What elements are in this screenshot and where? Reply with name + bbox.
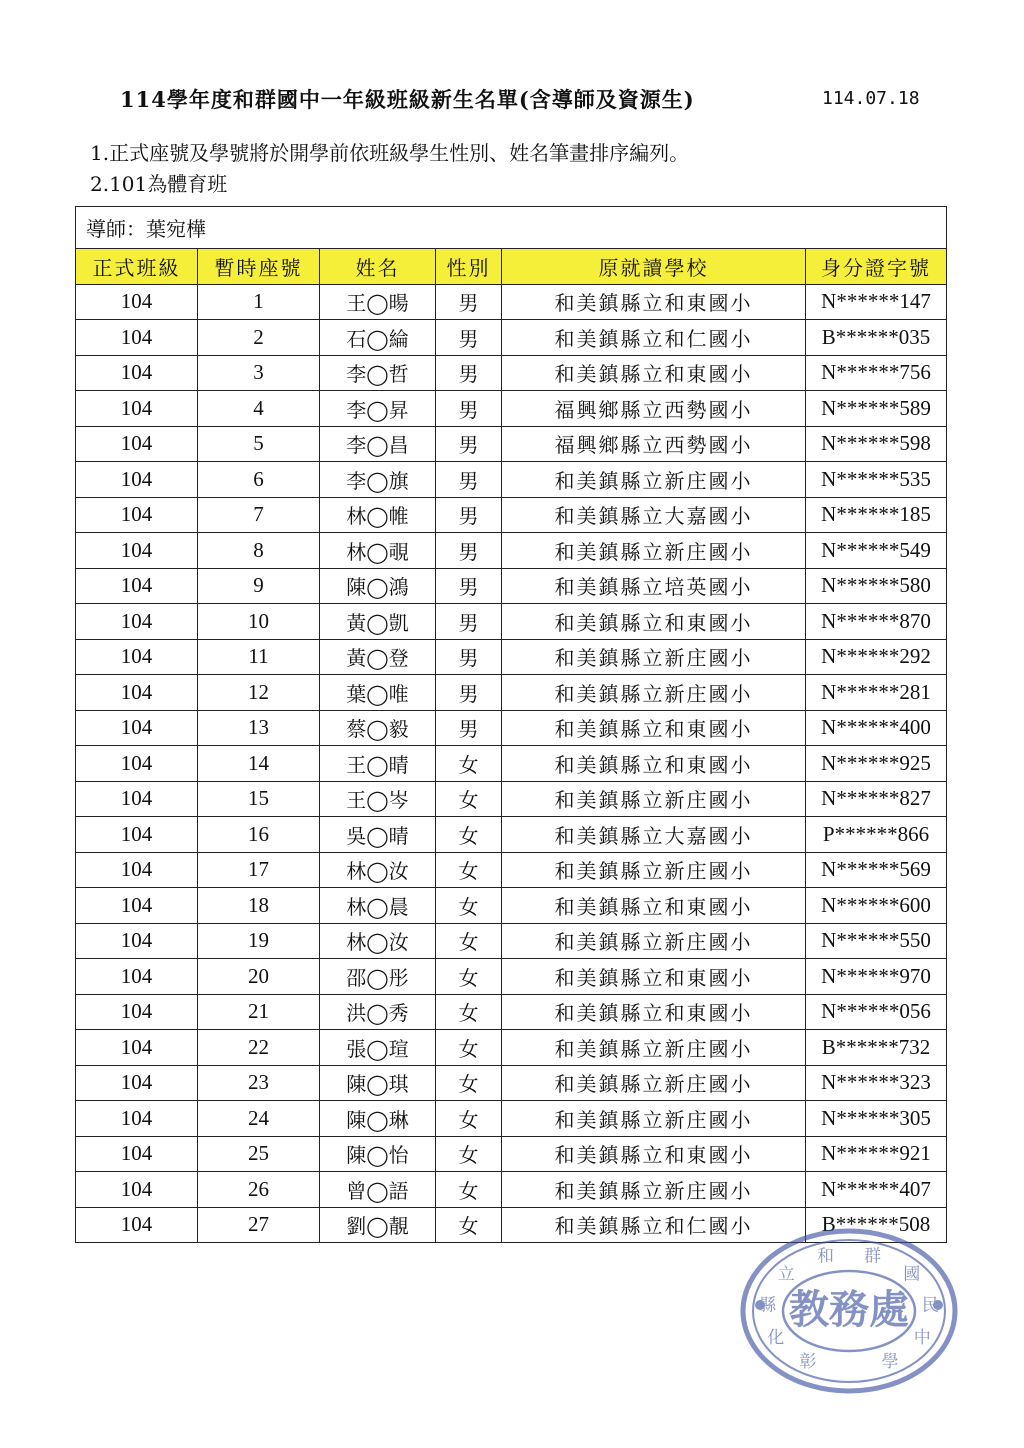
- id-number-cell: N******147: [806, 284, 947, 320]
- gender-cell: 男: [436, 284, 502, 320]
- student-name-cell: 黃◯登: [320, 639, 436, 675]
- column-header: 性別: [436, 249, 502, 285]
- seat-number-cell: 23: [198, 1065, 320, 1101]
- document-title: 114學年度和群國中一年級班級新生名單(含導師及資源生): [120, 87, 695, 112]
- student-name-cell: 陳◯琪: [320, 1065, 436, 1101]
- gender-cell: 男: [436, 462, 502, 498]
- seat-number-cell: 10: [198, 604, 320, 640]
- school-cell: 和美鎮縣立大嘉國小: [502, 497, 806, 533]
- note-line: 1.正式座號及學號將於開學前依班級學生性別、姓名筆畫排序編列。: [90, 141, 690, 165]
- class-cell: 104: [76, 1172, 198, 1208]
- gender-cell: 女: [436, 959, 502, 995]
- class-cell: 104: [76, 355, 198, 391]
- student-name-cell: 陳◯怡: [320, 1136, 436, 1172]
- id-number-cell: N******323: [806, 1065, 947, 1101]
- student-name-cell: 王◯岑: [320, 781, 436, 817]
- table-row: [76, 320, 947, 356]
- school-cell: 和美鎮縣立新庄國小: [502, 462, 806, 498]
- id-number-cell: B******732: [806, 1030, 947, 1066]
- class-cell: 104: [76, 781, 198, 817]
- table-row: [76, 675, 947, 711]
- student-name-cell: 葉◯唯: [320, 675, 436, 711]
- school-cell: 福興鄉縣立西勢國小: [502, 391, 806, 427]
- table-row: [76, 284, 947, 320]
- gender-cell: 女: [436, 1172, 502, 1208]
- student-name-cell: 陳◯鴻: [320, 568, 436, 604]
- seat-number-cell: 9: [198, 568, 320, 604]
- gender-cell: 女: [436, 1065, 502, 1101]
- student-name-cell: 吳◯晴: [320, 817, 436, 853]
- table-row: [76, 355, 947, 391]
- seat-number-cell: 4: [198, 391, 320, 427]
- class-cell: 104: [76, 746, 198, 782]
- id-number-cell: N******970: [806, 959, 947, 995]
- school-cell: 和美鎮縣立和仁國小: [502, 320, 806, 356]
- seat-number-cell: 24: [198, 1101, 320, 1137]
- class-cell: 104: [76, 568, 198, 604]
- gender-cell: 女: [436, 852, 502, 888]
- column-header: 姓名: [320, 249, 436, 285]
- school-cell: 和美鎮縣立培英國小: [502, 568, 806, 604]
- school-cell: 和美鎮縣立和東國小: [502, 355, 806, 391]
- gender-cell: 男: [436, 426, 502, 462]
- table-row: [76, 1030, 947, 1066]
- seal-ring-char: 立: [777, 1264, 795, 1285]
- class-cell: 104: [76, 497, 198, 533]
- class-cell: 104: [76, 923, 198, 959]
- school-cell: 和美鎮縣立大嘉國小: [502, 817, 806, 853]
- school-cell: 和美鎮縣立新庄國小: [502, 1172, 806, 1208]
- seal-ring-char: 民: [921, 1295, 939, 1316]
- id-number-cell: N******827: [806, 781, 947, 817]
- seat-number-cell: 5: [198, 426, 320, 462]
- gender-cell: 女: [436, 888, 502, 924]
- school-cell: 福興鄉縣立西勢國小: [502, 426, 806, 462]
- student-name-cell: 李◯旗: [320, 462, 436, 498]
- student-name-cell: 林◯帷: [320, 497, 436, 533]
- table-row: [76, 1136, 947, 1172]
- class-cell: 104: [76, 320, 198, 356]
- seat-number-cell: 27: [198, 1207, 320, 1243]
- gender-cell: 男: [436, 533, 502, 569]
- school-cell: 和美鎮縣立新庄國小: [502, 923, 806, 959]
- school-cell: 和美鎮縣立和東國小: [502, 959, 806, 995]
- seal-ring-char: 群: [864, 1246, 881, 1267]
- class-cell: 104: [76, 1136, 198, 1172]
- class-cell: 104: [76, 852, 198, 888]
- column-header: 正式班級: [76, 249, 198, 285]
- note-line: 2.101為體育班: [90, 172, 228, 196]
- table-row: [76, 1172, 947, 1208]
- id-number-cell: B******035: [806, 320, 947, 356]
- document-header: [0, 84, 1024, 118]
- gender-cell: 女: [436, 1030, 502, 1066]
- seat-number-cell: 14: [198, 746, 320, 782]
- seal-ring-char: 學: [881, 1352, 899, 1373]
- id-number-cell: N******569: [806, 852, 947, 888]
- class-cell: 104: [76, 959, 198, 995]
- id-number-cell: P******866: [806, 817, 947, 853]
- seal-ring-char: 縣: [759, 1295, 777, 1316]
- gender-cell: 男: [436, 497, 502, 533]
- school-cell: 和美鎮縣立和東國小: [502, 284, 806, 320]
- seal-ring-char: 化: [767, 1328, 785, 1348]
- table-row: [76, 959, 947, 995]
- id-number-cell: N******056: [806, 994, 947, 1030]
- gender-cell: 女: [436, 994, 502, 1030]
- seat-number-cell: 20: [198, 959, 320, 995]
- id-number-cell: N******550: [806, 923, 947, 959]
- table-row: [76, 888, 947, 924]
- school-cell: 和美鎮縣立新庄國小: [502, 1101, 806, 1137]
- column-header: 暫時座號: [198, 249, 320, 285]
- gender-cell: 男: [436, 355, 502, 391]
- school-cell: 和美鎮縣立新庄國小: [502, 675, 806, 711]
- table-row: [76, 1065, 947, 1101]
- seat-number-cell: 2: [198, 320, 320, 356]
- table-row: [76, 710, 947, 746]
- class-cell: 104: [76, 426, 198, 462]
- gender-cell: 女: [436, 1101, 502, 1137]
- table-row: [76, 497, 947, 533]
- notes: [90, 138, 689, 200]
- class-cell: 104: [76, 533, 198, 569]
- table-row: [76, 604, 947, 640]
- seat-number-cell: 3: [198, 355, 320, 391]
- teacher-label: 導師：葉宛樺: [76, 207, 947, 249]
- gender-cell: 男: [436, 391, 502, 427]
- seat-number-cell: 13: [198, 710, 320, 746]
- student-name-cell: 曾◯語: [320, 1172, 436, 1208]
- school-cell: 和美鎮縣立和仁國小: [502, 1207, 806, 1243]
- school-cell: 和美鎮縣立和東國小: [502, 1136, 806, 1172]
- seal-ring-char: 彰: [799, 1352, 817, 1373]
- student-name-cell: 王◯晴: [320, 746, 436, 782]
- seal-ring-char: 國: [903, 1264, 921, 1285]
- id-number-cell: N******281: [806, 675, 947, 711]
- student-name-cell: 林◯汝: [320, 852, 436, 888]
- student-name-cell: 李◯哲: [320, 355, 436, 391]
- id-number-cell: N******870: [806, 604, 947, 640]
- gender-cell: 男: [436, 675, 502, 711]
- id-number-cell: N******598: [806, 426, 947, 462]
- student-name-cell: 李◯昌: [320, 426, 436, 462]
- id-number-cell: N******600: [806, 888, 947, 924]
- teacher-row: [76, 207, 947, 249]
- seat-number-cell: 26: [198, 1172, 320, 1208]
- seat-number-cell: 22: [198, 1030, 320, 1066]
- table-row: [76, 639, 947, 675]
- id-number-cell: N******535: [806, 462, 947, 498]
- student-name-cell: 劉◯靚: [320, 1207, 436, 1243]
- id-number-cell: B******508: [806, 1207, 947, 1243]
- class-cell: 104: [76, 994, 198, 1030]
- class-cell: 104: [76, 284, 198, 320]
- seat-number-cell: 16: [198, 817, 320, 853]
- student-name-cell: 陳◯琳: [320, 1101, 436, 1137]
- table-row: [76, 462, 947, 498]
- table-row: [76, 391, 947, 427]
- table-row: [76, 568, 947, 604]
- student-name-cell: 石◯綸: [320, 320, 436, 356]
- school-cell: 和美鎮縣立和東國小: [502, 746, 806, 782]
- id-number-cell: N******400: [806, 710, 947, 746]
- document-date: 114.07.18: [822, 88, 920, 109]
- school-cell: 和美鎮縣立新庄國小: [502, 781, 806, 817]
- school-cell: 和美鎮縣立和東國小: [502, 994, 806, 1030]
- gender-cell: 男: [436, 320, 502, 356]
- gender-cell: 女: [436, 1136, 502, 1172]
- seat-number-cell: 11: [198, 639, 320, 675]
- gender-cell: 男: [436, 568, 502, 604]
- seat-number-cell: 25: [198, 1136, 320, 1172]
- school-cell: 和美鎮縣立新庄國小: [502, 1030, 806, 1066]
- seat-number-cell: 18: [198, 888, 320, 924]
- gender-cell: 女: [436, 923, 502, 959]
- seat-number-cell: 6: [198, 462, 320, 498]
- id-number-cell: N******292: [806, 639, 947, 675]
- student-name-cell: 李◯昇: [320, 391, 436, 427]
- table-row: [76, 746, 947, 782]
- seat-number-cell: 7: [198, 497, 320, 533]
- gender-cell: 女: [436, 781, 502, 817]
- id-number-cell: N******756: [806, 355, 947, 391]
- seat-number-cell: 12: [198, 675, 320, 711]
- table-row: [76, 923, 947, 959]
- student-name-cell: 洪◯秀: [320, 994, 436, 1030]
- table-row: [76, 426, 947, 462]
- gender-cell: 男: [436, 639, 502, 675]
- school-cell: 和美鎮縣立和東國小: [502, 888, 806, 924]
- seal-ring-char: 和: [817, 1246, 834, 1267]
- school-cell: 和美鎮縣立和東國小: [502, 710, 806, 746]
- id-number-cell: N******185: [806, 497, 947, 533]
- gender-cell: 男: [436, 604, 502, 640]
- school-cell: 和美鎮縣立新庄國小: [502, 852, 806, 888]
- class-cell: 104: [76, 675, 198, 711]
- seat-number-cell: 15: [198, 781, 320, 817]
- student-name-cell: 林◯覗: [320, 533, 436, 569]
- school-cell: 和美鎮縣立新庄國小: [502, 639, 806, 675]
- seat-number-cell: 17: [198, 852, 320, 888]
- student-name-cell: 黃◯凱: [320, 604, 436, 640]
- column-header: 原就讀學校: [502, 249, 806, 285]
- class-cell: 104: [76, 604, 198, 640]
- class-cell: 104: [76, 462, 198, 498]
- column-header: 身分證字號: [806, 249, 947, 285]
- class-cell: 104: [76, 888, 198, 924]
- student-name-cell: 王◯暘: [320, 284, 436, 320]
- gender-cell: 女: [436, 817, 502, 853]
- seal-ring-char: 中: [913, 1328, 931, 1348]
- student-name-cell: 林◯汝: [320, 923, 436, 959]
- table-row: [76, 533, 947, 569]
- id-number-cell: N******549: [806, 533, 947, 569]
- class-cell: 104: [76, 1101, 198, 1137]
- table-row: [76, 781, 947, 817]
- id-number-cell: N******580: [806, 568, 947, 604]
- student-name-cell: 張◯瑄: [320, 1030, 436, 1066]
- gender-cell: 男: [436, 710, 502, 746]
- student-name-cell: 蔡◯毅: [320, 710, 436, 746]
- id-number-cell: N******921: [806, 1136, 947, 1172]
- school-cell: 和美鎮縣立新庄國小: [502, 1065, 806, 1101]
- table-row: [76, 994, 947, 1030]
- id-number-cell: N******407: [806, 1172, 947, 1208]
- seat-number-cell: 1: [198, 284, 320, 320]
- seat-number-cell: 8: [198, 533, 320, 569]
- id-number-cell: N******589: [806, 391, 947, 427]
- student-name-cell: 林◯晨: [320, 888, 436, 924]
- gender-cell: 女: [436, 746, 502, 782]
- school-cell: 和美鎮縣立和東國小: [502, 604, 806, 640]
- student-roster-table: [75, 206, 947, 1243]
- table-row: [76, 817, 947, 853]
- seat-number-cell: 21: [198, 994, 320, 1030]
- id-number-cell: N******925: [806, 746, 947, 782]
- roster-body: [76, 284, 947, 1243]
- class-cell: 104: [76, 391, 198, 427]
- gender-cell: 女: [436, 1207, 502, 1243]
- academic-affairs-office-seal: [738, 1225, 960, 1397]
- student-name-cell: 邵◯彤: [320, 959, 436, 995]
- class-cell: 104: [76, 639, 198, 675]
- header-row: [76, 249, 947, 285]
- class-cell: 104: [76, 1030, 198, 1066]
- table-row: [76, 852, 947, 888]
- class-cell: 104: [76, 710, 198, 746]
- id-number-cell: N******305: [806, 1101, 947, 1137]
- class-cell: 104: [76, 1207, 198, 1243]
- class-cell: 104: [76, 1065, 198, 1101]
- seat-number-cell: 19: [198, 923, 320, 959]
- seal-center-text: 教務處: [789, 1286, 909, 1333]
- table-row: [76, 1101, 947, 1137]
- school-cell: 和美鎮縣立新庄國小: [502, 533, 806, 569]
- class-cell: 104: [76, 817, 198, 853]
